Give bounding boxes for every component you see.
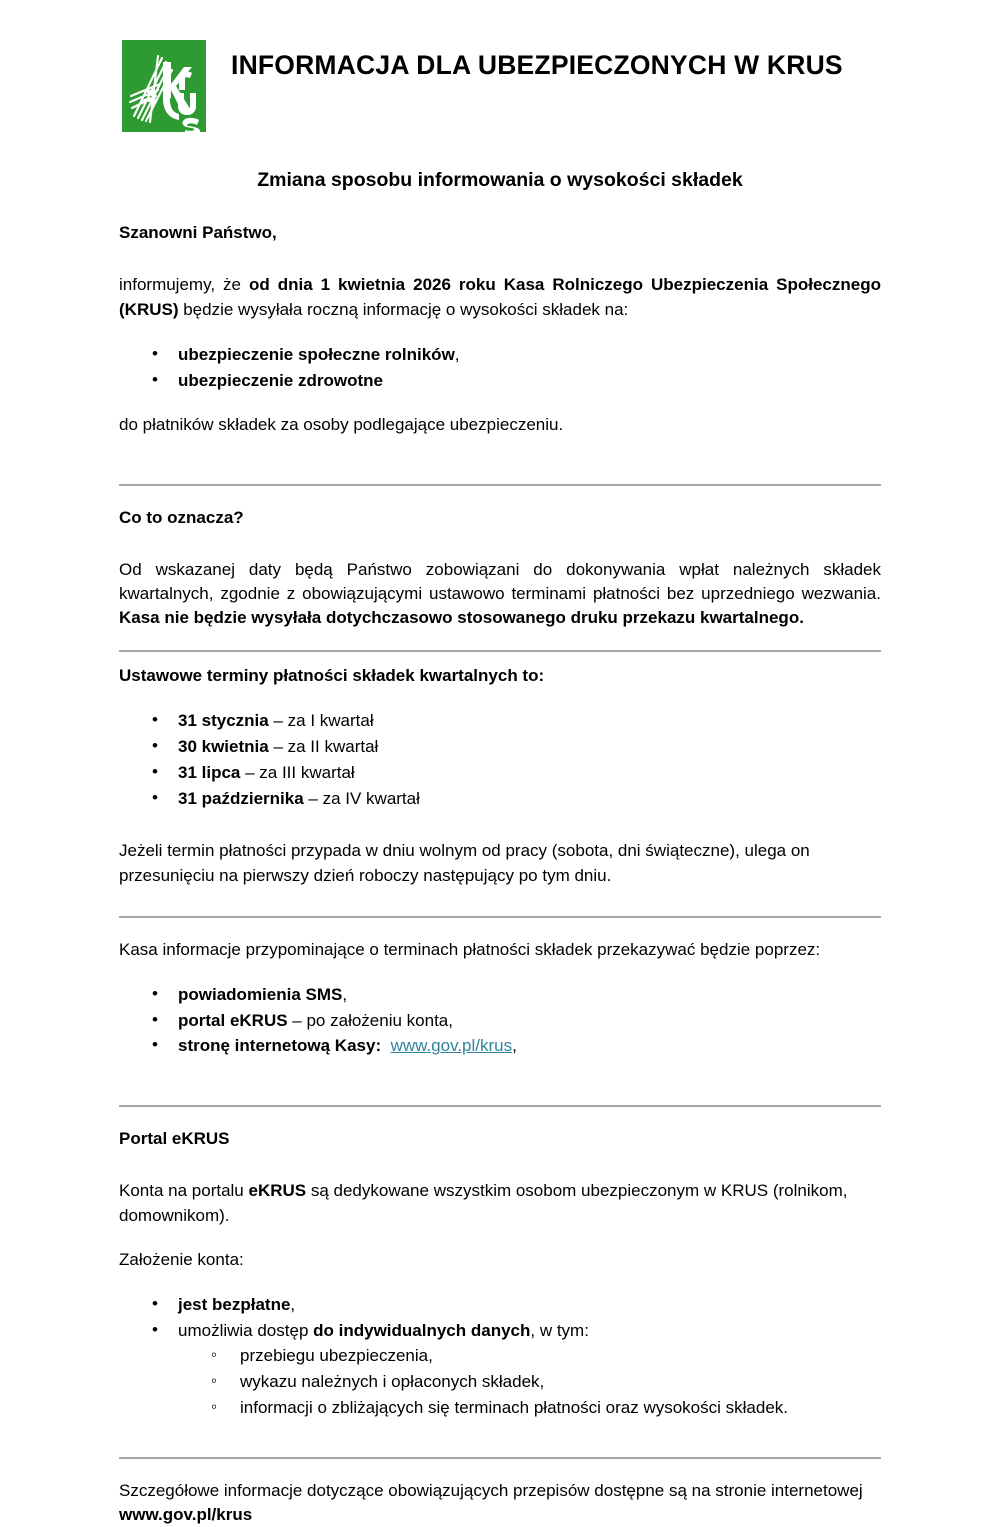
portal-bold: eKRUS	[248, 1181, 307, 1201]
footer-note	[119, 1479, 881, 1527]
list-item	[119, 982, 881, 1008]
page-subtitle: Zmiana sposobu informowania o wysokości składek	[257, 169, 743, 191]
deadlines-note: Jeżeli termin płatności przypada w dniu wolnym od pracy (sobota, dni świąteczne), ulega on przesunięciu na pierwszy dzień roboczy następujący po tym dniu.	[119, 841, 810, 885]
list-item-bold: do indywidualnych danych	[313, 1320, 531, 1340]
section-heading-meaning: Co to oznacza?	[119, 507, 244, 527]
list-item	[119, 342, 881, 368]
list-item: ◦ przebiegu ubezpieczenia,	[119, 1343, 881, 1369]
intro-bullet-list	[119, 342, 881, 394]
portal-list	[119, 1292, 881, 1344]
list-item-bold: ubezpieczenie zdrowotne	[178, 370, 383, 390]
intro-paragraph	[119, 273, 881, 321]
krus-website-link[interactable]: www.gov.pl/krus	[390, 1036, 513, 1056]
section-heading-portal: Portal eKRUS	[119, 1129, 230, 1149]
reminders-list	[119, 982, 881, 1059]
list-item	[119, 1008, 881, 1034]
meaning-plain: Od wskazanej daty będą Państwo zobowiązani do dokonywania wpłat należnych składek kwartalnych, zgodnie z obowiązującymi ustawowo terminami płatności bez uprzedniego wezwania.	[119, 559, 881, 603]
list-item-plain: ,	[454, 344, 460, 364]
footer-bold: www.gov.pl/krus	[119, 1505, 253, 1525]
list-item: ◦ informacji o zbliżających się terminach płatności oraz wysokości składek.	[119, 1395, 881, 1421]
list-item-bold: portal eKRUS	[178, 1010, 288, 1030]
section-heading-deadlines: Ustawowe terminy płatności składek kwartalnych to:	[119, 666, 545, 685]
list-item-plain: – za II kwartał	[268, 736, 379, 756]
list-item	[119, 734, 881, 760]
list-item	[119, 1292, 881, 1318]
meaning-bold: Kasa nie będzie wysyłała dotychczasowo stosowanego druku przekazu kwartalnego.	[119, 607, 804, 627]
document-content	[119, 0, 881, 1527]
list-item-prefix: umożliwia dostęp	[178, 1320, 314, 1340]
footer-prefix: Szczegółowe informacje dotyczące obowiązujących przepisów dostępne są na stronie internetowej	[119, 1480, 863, 1500]
krus-logo-icon	[122, 40, 206, 132]
list-item-bold: 31 lipca	[178, 762, 241, 782]
list-item-after-link: ,	[512, 1036, 517, 1056]
intro-closing: do płatników składek za osoby podlegające ubezpieczeniu.	[119, 415, 564, 435]
list-item-bold: 31 października	[178, 788, 304, 808]
portal-sublist	[119, 1343, 881, 1420]
list-item	[119, 368, 881, 394]
portal-paragraph	[119, 1179, 881, 1227]
list-item	[119, 1318, 881, 1344]
list-item-bold: jest bezpłatne	[178, 1294, 291, 1314]
list-item-bold: ubezpieczenie społeczne rolników	[178, 344, 455, 364]
list-item-plain: – po założeniu konta,	[287, 1010, 453, 1030]
intro-bold: od dnia 1 kwietnia 2026 roku Kasa Rolniczego Ubezpieczenia Społecznego (KRUS)	[119, 275, 881, 319]
list-item: ◦ wykazu należnych i opłaconych składek,	[119, 1369, 881, 1395]
list-item-bold: powiadomienia SMS	[178, 984, 343, 1004]
reminders-intro: Kasa informacje przypominające o terminach płatności składek przekazywać będzie poprzez:	[119, 939, 821, 959]
meaning-paragraph	[119, 558, 881, 630]
list-item-suffix: , w tym:	[530, 1320, 589, 1340]
portal-prefix: Konta na portalu	[119, 1181, 249, 1201]
list-item-bold: 31 stycznia	[178, 711, 269, 731]
list-item	[119, 760, 881, 786]
intro-prefix: informujemy, że	[119, 275, 249, 295]
title-block	[206, 40, 881, 80]
list-item-plain: – za III kwartał	[240, 762, 355, 782]
deadlines-list	[119, 708, 881, 811]
salutation: Szanowni Państwo,	[119, 223, 277, 243]
intro-suffix: będzie wysyłała roczną informację o wysokości składek na:	[178, 299, 629, 319]
list-item-bold: stronę internetową Kasy:	[178, 1036, 382, 1056]
list-item	[119, 708, 881, 734]
list-item-plain: ,	[342, 984, 348, 1004]
portal-account-label: Założenie konta:	[119, 1249, 244, 1269]
page-title: INFORMACJA DLA UBEZPIECZONYCH W KRUS	[231, 50, 843, 80]
list-item	[119, 786, 881, 812]
list-item-plain: – za I kwartał	[268, 711, 374, 731]
portal-suffix: są dedykowane wszystkim osobom ubezpieczonym w KRUS (rolnikom, domownikom).	[119, 1181, 848, 1225]
list-item-bold: 30 kwietnia	[178, 736, 269, 756]
document-header	[119, 0, 881, 132]
list-item-plain: ,	[290, 1294, 296, 1314]
list-item	[119, 1033, 881, 1059]
list-item-plain: – za IV kwartał	[303, 788, 420, 808]
